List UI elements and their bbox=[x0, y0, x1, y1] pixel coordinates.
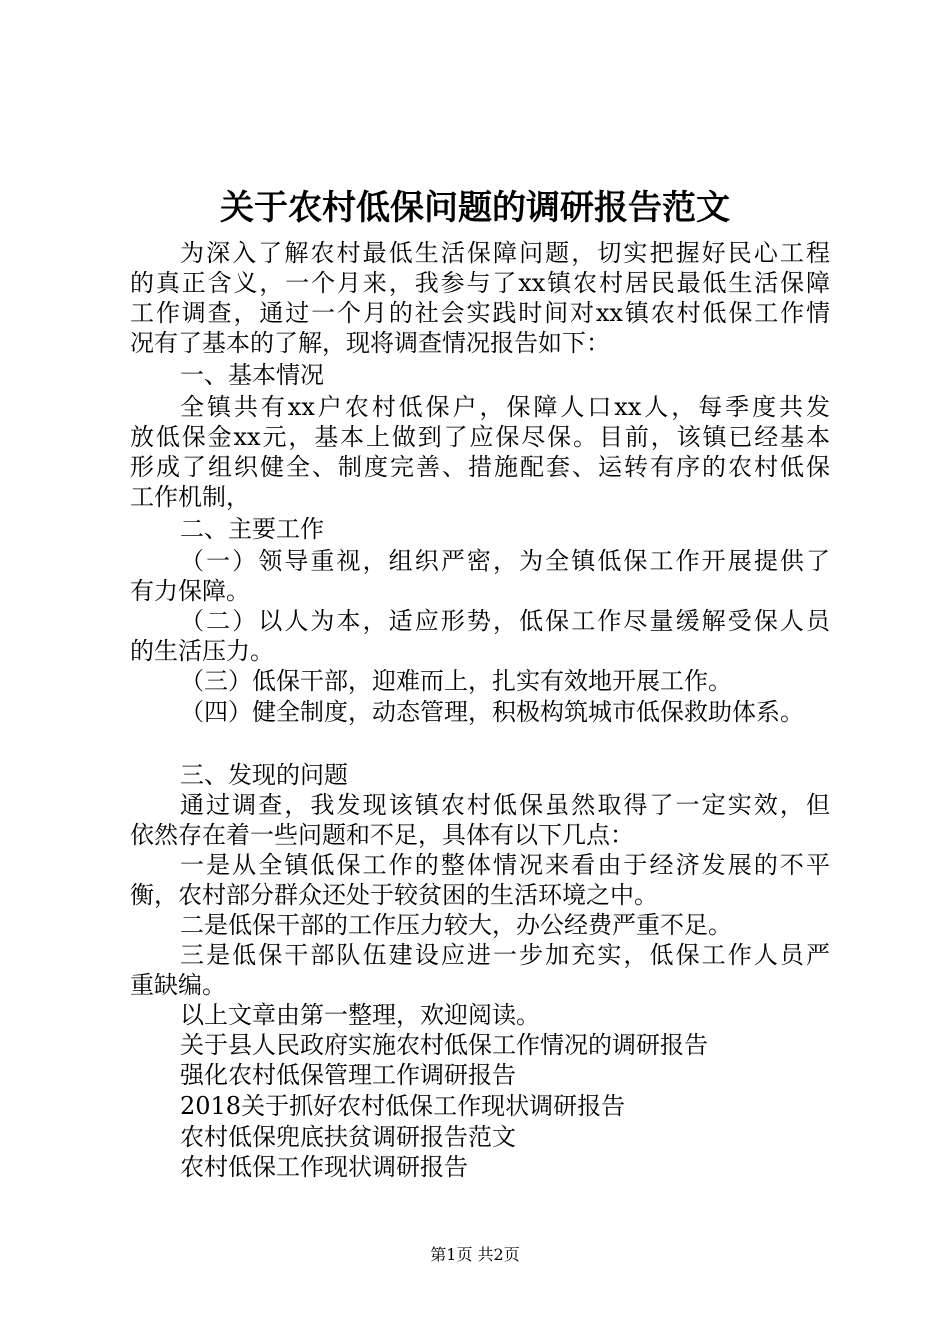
body-line-14: 的生活压力。 bbox=[130, 637, 274, 665]
document-title: 关于农村低保问题的调研报告范文 bbox=[220, 188, 730, 228]
body-line-13: （二）以人为本，适应形势，低保工作尽量缓解受保人员 bbox=[180, 607, 830, 635]
section-heading-2: 二、主要工作 bbox=[180, 515, 324, 543]
body-line-21: 衡，农村部分群众还处于较贫困的生活环境之中。 bbox=[130, 881, 658, 909]
body-line-3: 工作调查，通过一个月的社会实践时间对xx镇农村低保工作情 bbox=[130, 299, 830, 327]
body-line-8: 形成了组织健全、制度完善、措施配套、运转有序的农村低保 bbox=[130, 453, 830, 481]
body-line-23: 三是低保干部队伍建设应进一步加充实，低保工作人员严 bbox=[180, 941, 830, 969]
body-line-4: 况有了基本的了解，现将调查情况报告如下： bbox=[130, 329, 610, 357]
body-line-25: 以上文章由第一整理，欢迎阅读。 bbox=[180, 1001, 540, 1029]
body-line-19: 依然存在着一些问题和不足，具体有以下几点： bbox=[130, 821, 634, 849]
body-line-1: 为深入了解农村最低生活保障问题，切实把握好民心工程 bbox=[180, 239, 830, 267]
body-line-15: （三）低保干部，迎难而上，扎实有效地开展工作。 bbox=[180, 667, 732, 695]
body-line-7: 放低保金xx元，基本上做到了应保尽保。目前，该镇已经基本 bbox=[130, 423, 830, 451]
body-line-20: 一是从全镇低保工作的整体情况来看由于经济发展的不平 bbox=[180, 851, 830, 879]
body-line-24: 重缺编。 bbox=[130, 971, 226, 999]
related-link-3[interactable]: 2018关于抓好农村低保工作现状调研报告 bbox=[180, 1092, 626, 1120]
section-heading-3: 三、发现的问题 bbox=[180, 761, 348, 789]
body-line-11: （一）领导重视，组织严密，为全镇低保工作开展提供了 bbox=[180, 547, 830, 575]
related-link-2[interactable]: 强化农村低保管理工作调研报告 bbox=[180, 1061, 516, 1089]
body-line-6: 全镇共有xx户农村低保户，保障人口xx人，每季度共发 bbox=[180, 393, 830, 421]
related-link-4[interactable]: 农村低保兜底扶贫调研报告范文 bbox=[180, 1123, 516, 1151]
body-line-18: 通过调查，我发现该镇农村低保虽然取得了一定实效，但 bbox=[180, 791, 830, 819]
body-line-9: 工作机制， bbox=[130, 483, 250, 511]
body-line-12: 有力保障。 bbox=[130, 577, 250, 605]
section-heading-1: 一、基本情况 bbox=[180, 361, 324, 389]
related-link-1[interactable]: 关于县人民政府实施农村低保工作情况的调研报告 bbox=[180, 1031, 708, 1059]
body-line-16: （四）健全制度，动态管理，积极构筑城市低保救助体系。 bbox=[180, 698, 804, 726]
related-link-5[interactable]: 农村低保工作现状调研报告 bbox=[180, 1153, 468, 1181]
page-footer: 第1页 共2页 bbox=[430, 1245, 520, 1264]
body-line-22: 二是低保干部的工作压力较大，办公经费严重不足。 bbox=[180, 911, 732, 939]
body-line-2: 的真正含义，一个月来，我参与了xx镇农村居民最低生活保障 bbox=[130, 269, 830, 297]
